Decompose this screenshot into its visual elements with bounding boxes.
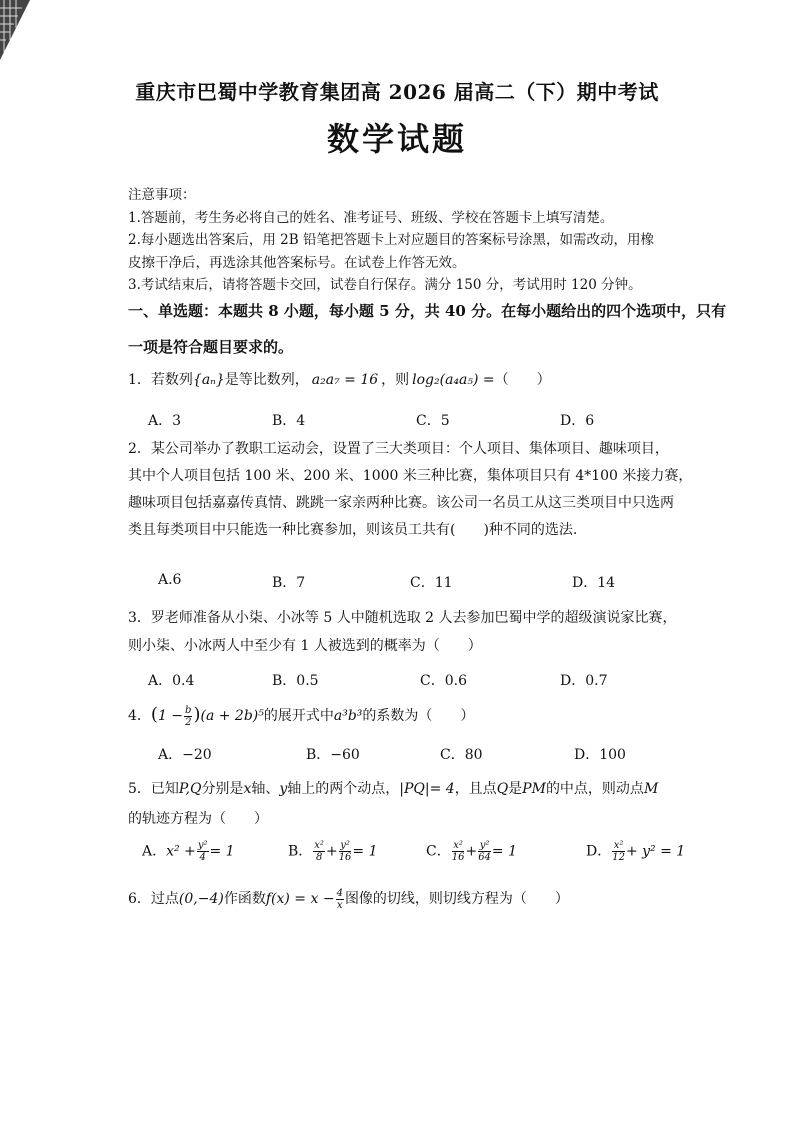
math-func: f(x) = x − <box>265 891 335 907</box>
option-c[interactable]: C．11 <box>410 575 453 591</box>
question-text: 则小柒、小冰两人中至少有 1 人被选到的概率为（ ） <box>128 638 482 654</box>
option-a[interactable]: A．x² + $\frac{\text{y²}}{4}$ = 1 <box>142 840 235 863</box>
math-expr: log₂(a₄a₅) = <box>412 372 495 388</box>
math-condition: a₂a₇ = 16 <box>311 372 379 388</box>
question-text: 作函数 <box>223 891 266 907</box>
question-4 <box>128 698 698 733</box>
option-d[interactable]: D．100 <box>574 747 626 763</box>
question-text: 趣味项目包括嘉嘉传真情、跳跳一家亲两种比赛。该公司一名员工从这三类项目中只选两 <box>128 495 674 511</box>
question-text: ，且点 <box>454 781 497 797</box>
question-text: 分别是 <box>201 781 244 797</box>
question-number: 1． <box>128 372 151 388</box>
option-a[interactable]: A．−20 <box>158 747 212 763</box>
option-c[interactable]: C．5 <box>416 413 450 429</box>
math-var: PM <box>522 781 546 797</box>
question-text: 是等比数列， <box>224 372 309 388</box>
question-text: 的系数为（ ） <box>362 708 475 724</box>
question-text: 是 <box>508 781 523 797</box>
option-a[interactable]: A．3 <box>148 413 182 429</box>
notes-heading: 注意事项： <box>128 187 196 203</box>
option-b[interactable]: B．4 <box>272 413 306 429</box>
math-point: (0,−4) <box>178 891 224 907</box>
question-text: 其中个人项目包括 100 米、200 米、1000 米三种比赛，集体项目只有 4*100 米接力赛， <box>128 468 693 484</box>
question-text: 若数列 <box>150 372 193 388</box>
question-2 <box>128 436 698 544</box>
option-c[interactable]: C．0.6 <box>420 673 467 689</box>
question-text: ，则 <box>381 372 410 388</box>
notes-item: 皮擦干净后，再选涂其他答案标号。在试卷上作答无效。 <box>128 254 466 271</box>
exam-subtitle: 数学试题 <box>326 120 467 158</box>
math-one: 1 − <box>157 708 184 724</box>
notes-block <box>128 184 688 297</box>
math-var: P,Q <box>178 781 202 797</box>
section-heading <box>128 296 727 362</box>
section-heading-line: 一、单选题：本题共 8 小题，每小题 5 分，共 40 分。在每小题给出的四个选项中，只有 <box>128 302 727 320</box>
question-text: 的中点，则动点 <box>545 781 644 797</box>
exam-title: 重庆市巴蜀中学教育集团高 2026 届高二（下）期中考试 <box>135 80 659 104</box>
question-1 <box>128 366 698 394</box>
question-3 <box>128 604 698 660</box>
question-text: 5．已知 <box>128 781 179 797</box>
question-text: 3．罗老师准备从小柒、小冰等 5 人中随机选取 2 人去参加巴蜀中学的超级演说家比赛， <box>128 610 677 626</box>
question-text: 图像的切线，则切线方程为（ ） <box>344 891 569 907</box>
question-text: 轴上的两个动点， <box>287 781 400 797</box>
option-a[interactable]: A．0.4 <box>148 673 195 689</box>
option-b[interactable]: B．0.5 <box>272 673 319 689</box>
question-text: 的展开式中 <box>263 708 334 724</box>
notes-item: 2.每小题选出答案后，用 2B 铅笔把答题卡上对应题目的答案标号涂黑，如需改动，用橡 <box>128 232 654 248</box>
math-condition: |PQ|= 4 <box>399 781 455 797</box>
math-paren: ) <box>193 704 201 725</box>
question-5 <box>128 774 698 834</box>
math-var: M <box>643 781 659 797</box>
question-text: 2．某公司举办了教职工运动会，设置了三大类项目：个人项目、集体项目、趣味项目， <box>128 441 669 457</box>
option-b[interactable]: B．−60 <box>306 747 360 763</box>
scan-corner-mark <box>0 0 34 62</box>
question-text: 轴、 <box>251 781 280 797</box>
math-var: x <box>243 781 252 797</box>
question-text: （ ） <box>494 372 551 388</box>
option-c[interactable]: C． $\frac{\text{x²}}{16}$ + $\frac{\text{y²}}{64}$ = 1 <box>426 840 518 863</box>
option-d[interactable]: D．14 <box>572 575 616 591</box>
math-fraction: $\frac{4}{x}$ <box>336 887 343 911</box>
question-text: 过点 <box>150 891 179 907</box>
notes-item: 3.考试结束后，请将答题卡交回，试卷自行保存。满分 150 分，考试用时 120 分钟。 <box>128 277 642 293</box>
math-paren: ( <box>150 704 158 725</box>
option-d[interactable]: D．0.7 <box>560 673 608 689</box>
math-seq: {aₙ} <box>192 372 225 388</box>
math-term: a³b³ <box>333 708 363 724</box>
math-var: y <box>279 781 288 797</box>
option-d[interactable]: D． $\frac{\text{x²}}{12}$ + y² = 1 <box>586 840 686 863</box>
question-number: 4． <box>128 708 151 724</box>
option-d[interactable]: D．6 <box>560 413 595 429</box>
notes-item: 1.答题前，考生务必将自己的姓名、准考证号、班级、学校在答题卡上填写清楚。 <box>128 209 614 226</box>
math-fraction: $\frac{b}{2}$ <box>185 704 192 728</box>
option-c[interactable]: C．80 <box>440 747 483 763</box>
math-expr: (a + 2b)⁵ <box>200 708 264 724</box>
question-number: 6． <box>128 891 151 907</box>
option-a[interactable]: A.6 <box>158 572 182 588</box>
question-text: 的轨迹方程为（ ） <box>128 811 268 827</box>
math-var: Q <box>496 781 509 797</box>
question-6 <box>128 882 698 916</box>
option-b[interactable]: B．7 <box>272 575 306 591</box>
question-text: 类且每类项目中只能选一种比赛参加，则该员工共有( )种不同的选法. <box>128 522 578 538</box>
option-b[interactable]: B． $\frac{\text{x²}}{8}$ + $\frac{\text{y²}}{16}$ = 1 <box>288 840 378 863</box>
section-heading-line: 一项是符合题目要求的。 <box>128 338 294 356</box>
